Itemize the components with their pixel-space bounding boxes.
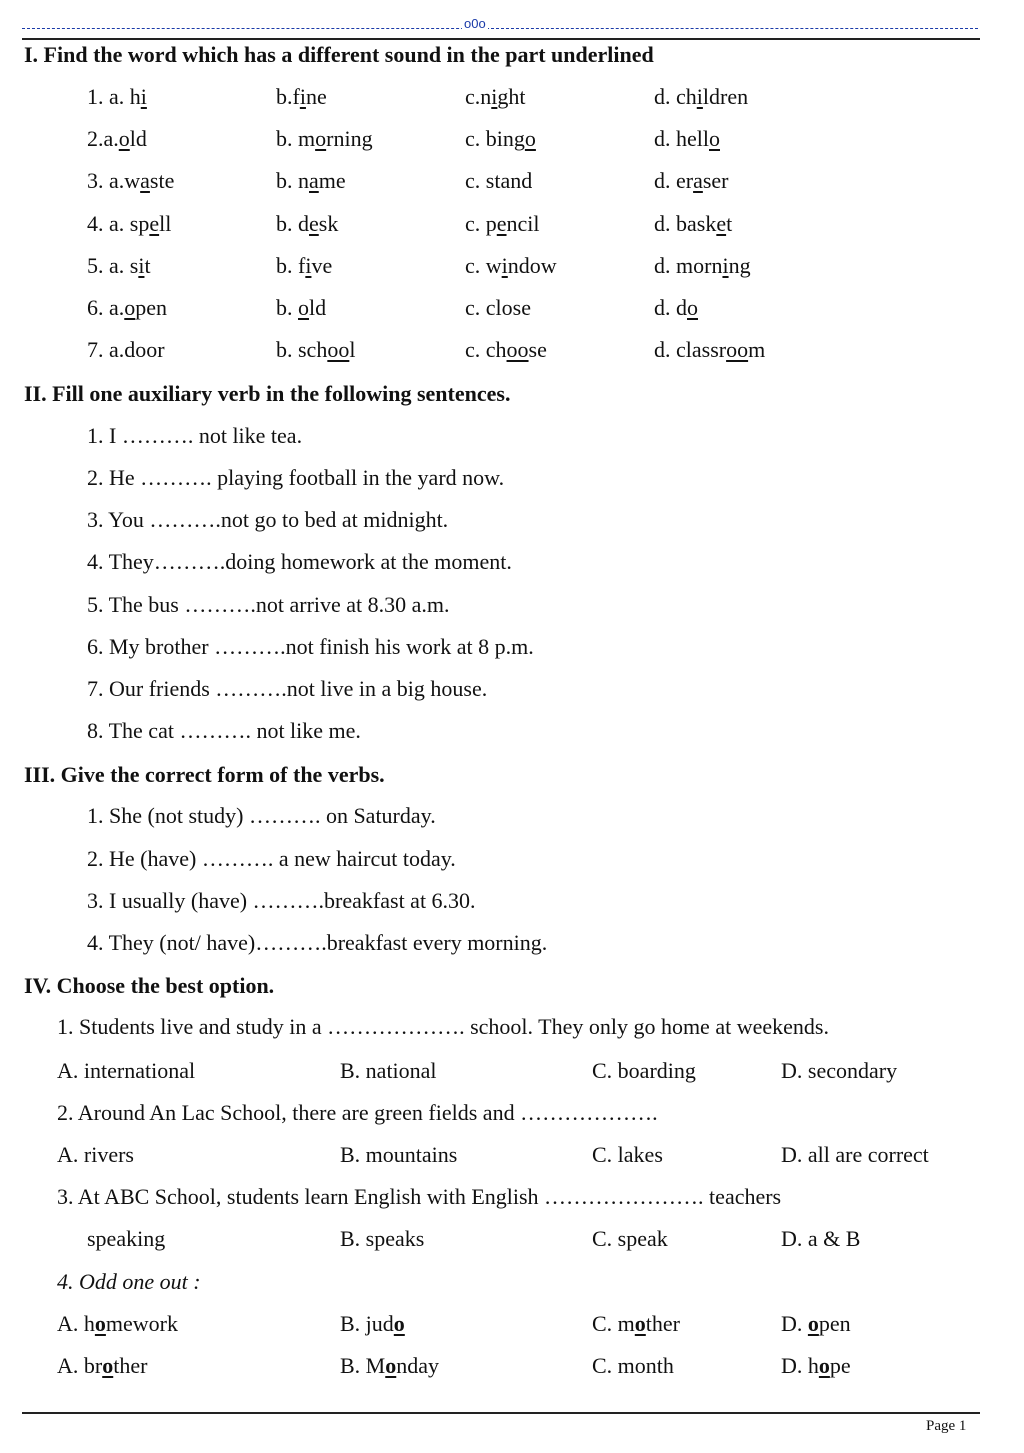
sec4-q4-row1-option-d	[781, 1311, 851, 1337]
sec1-row-7-option-b	[276, 337, 355, 363]
sec4-q3-option-b: B. speaks	[340, 1226, 425, 1251]
sec4-q4-row1-option-c-text-end: ther	[645, 1311, 680, 1336]
sec4-q1-option-a: A. international	[57, 1058, 196, 1083]
sec3-item-1: 1. She (not study) ………. on Saturday.	[87, 803, 436, 828]
sec1-row-4-option-c-text: c. p	[465, 211, 497, 236]
sec2-item-2: 2. He ………. playing football in the yard now.	[87, 465, 505, 490]
sec1-row-4-option-b-underlined-part: e	[309, 211, 319, 236]
sec1-row-3-option-b	[276, 168, 346, 194]
sec1-row-4-option-d-underlined-part: e	[716, 211, 727, 236]
sec4-q3-option-c: C. speak	[592, 1226, 668, 1251]
sec1-row-3-option-a-underlined-part: a	[140, 168, 150, 193]
sec4-q4-row1-option-d-text-end: pen	[818, 1311, 851, 1336]
sec4-q4-row2-option-a-underlined-part: o	[102, 1353, 114, 1378]
sec4-q4-row1-option-b	[340, 1311, 405, 1337]
sec2-item-1: 1. I ………. not like tea.	[87, 423, 303, 448]
sec1-row-5-option-a-underlined-part: i	[138, 253, 145, 278]
sec4-q4-row1-option-c-text: C. m	[592, 1311, 635, 1336]
sec4-q4-row2-option-d-text: D. h	[781, 1353, 819, 1378]
sec4-q4-row1-option-c-underlined-part: o	[634, 1311, 646, 1336]
sec1-row-6-option-d-underlined-part: o	[687, 295, 698, 320]
sec1-row-1-option-a-underlined-part: i	[140, 84, 147, 109]
sec4-q4-row1-option-a-text-end: mework	[105, 1311, 178, 1336]
sec4-q4-row2-option-b-underlined-part: o	[385, 1353, 397, 1378]
sec2-item-3: 3. You ……….not go to bed at midnight.	[87, 507, 449, 532]
sec3-item-3: 3. I usually (have) ……….breakfast at 6.30.	[87, 888, 476, 913]
sec4-q4-row2-option-a-text: A. br	[57, 1353, 103, 1378]
sec1-row-7-option-a-text: 7. a.door	[87, 337, 165, 362]
sec1-row-1-option-b-text-end: ne	[305, 84, 327, 109]
sec1-row-2-option-a	[87, 126, 147, 152]
sec1-row-5-option-b	[276, 253, 332, 279]
sec1-row-2-option-a-text: 2.a.	[87, 126, 119, 151]
sec1-row-7-option-d	[654, 337, 765, 363]
sec1-row-5-option-d-underlined-part: i	[722, 253, 729, 278]
sec1-row-7-option-b-text: b. sch	[276, 337, 328, 362]
sec1-row-3-option-b-text-end: me	[318, 168, 346, 193]
sec1-row-1-option-c-underlined-part: i	[491, 84, 498, 109]
sec1-row-3-option-d	[654, 168, 729, 194]
sec1-row-2-option-c	[465, 126, 536, 152]
sec1-row-4-option-d-text: d. bask	[654, 211, 717, 236]
sec4-q4-row2-option-d	[781, 1353, 851, 1379]
sec1-row-3-option-d-underlined-part: a	[693, 168, 703, 193]
sec4-q4-row2-option-b	[340, 1353, 439, 1379]
sec4-q3-text: 3. At ABC School, students learn English with English …………………. teachers	[57, 1184, 782, 1209]
sec1-row-4-option-b-text: b. d	[276, 211, 309, 236]
sec1-row-3-option-a	[87, 168, 174, 194]
sec1-row-4-option-d	[654, 211, 732, 237]
sec4-q4-row1-option-c	[592, 1311, 680, 1337]
sec4-q1-option-c: C. boarding	[592, 1058, 696, 1083]
sec1-row-6-option-b-text-end: ld	[309, 295, 327, 320]
sec1-row-4-option-b	[276, 211, 338, 237]
section-4-title: IV. Choose the best option.	[24, 973, 275, 998]
sec1-row-5-option-b-text: b. f	[276, 253, 306, 278]
sec4-q2-option-a: A. rivers	[57, 1142, 134, 1167]
sec4-q4-row2-option-d-text-end: pe	[829, 1353, 851, 1378]
sec1-row-7-option-c	[465, 337, 547, 363]
sec1-row-2-option-b	[276, 126, 373, 152]
sec4-q4-row2-option-b-text: B. M	[340, 1353, 386, 1378]
sec3-item-4: 4. They (not/ have)……….breakfast every morning.	[87, 930, 548, 955]
sec1-row-6-option-a	[87, 295, 167, 321]
sec4-q4-row2-option-c-text: C. month	[592, 1353, 674, 1378]
sec1-row-1-option-d-text-end: ldren	[702, 84, 749, 109]
sec1-row-6-option-d-text: d. d	[654, 295, 687, 320]
sec1-row-2-option-c-text: c. bing	[465, 126, 525, 151]
sec1-row-5-option-c-underlined-part: i	[501, 253, 508, 278]
sec1-row-4-option-b-text-end: sk	[318, 211, 339, 236]
sec1-row-1-option-d	[654, 84, 748, 110]
sec2-item-6: 6. My brother ……….not finish his work at 8 p.m.	[87, 634, 534, 659]
sec1-row-6-option-b-underlined-part: o	[298, 295, 309, 320]
sec1-row-2-option-b-underlined-part: o	[315, 126, 327, 151]
sec4-q1-text: 1. Students live and study in a ………………. school. They only go home at weekends.	[57, 1014, 829, 1039]
sec4-q3-option-a: speaking	[87, 1226, 166, 1251]
sec1-row-6-option-a-text: 6. a.	[87, 295, 125, 320]
sec1-row-6-option-b	[276, 295, 326, 321]
sec1-row-4-option-a-text: 4. a. sp	[87, 211, 150, 236]
sec1-row-7-option-c-text-end: se	[528, 337, 547, 362]
sec1-row-1-option-b-underlined-part: i	[299, 84, 306, 109]
sec1-row-2-option-d-text: d. hell	[654, 126, 709, 151]
sec1-row-6-option-c-text: c. close	[465, 295, 531, 320]
sec1-row-7-option-c-text: c. ch	[465, 337, 507, 362]
sec1-row-5-option-d	[654, 253, 751, 279]
sec1-row-1-option-b-text: b.f	[276, 84, 300, 109]
sec1-row-4-option-a	[87, 211, 171, 237]
sec1-row-7-option-a	[87, 337, 165, 363]
sec1-row-1-option-a-text: 1. a. h	[87, 84, 141, 109]
sec4-q2-option-b: B. mountains	[340, 1142, 458, 1167]
header-ornament: o0o	[464, 16, 486, 31]
sec1-row-6-option-c	[465, 295, 531, 321]
page-number: Page 1	[926, 1418, 967, 1434]
sec2-item-7: 7. Our friends ……….not live in a big house.	[87, 676, 488, 701]
sec4-q1-option-d: D. secondary	[781, 1058, 898, 1083]
sec4-q2-option-c: C. lakes	[592, 1142, 663, 1167]
sec4-q4-text: 4. Odd one out :	[57, 1269, 201, 1294]
sec1-row-3-option-b-underlined-part: a	[309, 168, 319, 193]
sec1-row-5-option-a	[87, 253, 151, 279]
sec2-item-8: 8. The cat ………. not like me.	[87, 718, 361, 743]
section-3-title: III. Give the correct form of the verbs.	[24, 762, 385, 787]
sec1-row-2-option-a-text-end: ld	[129, 126, 147, 151]
sec1-row-3-option-c-text: c. stand	[465, 168, 533, 193]
sec2-item-4: 4. They……….doing homework at the moment.	[87, 549, 512, 574]
sec1-row-7-option-d-underlined-part: oo	[726, 337, 749, 362]
sec4-q4-row2-option-a	[57, 1353, 147, 1379]
sec1-row-5-option-b-underlined-part: i	[305, 253, 312, 278]
sec1-row-2-option-b-text: b. m	[276, 126, 316, 151]
sec4-q4-row1-option-a	[57, 1311, 178, 1337]
sec4-q2-text: 2. Around An Lac School, there are green fields and ……………….	[57, 1100, 658, 1125]
sec4-q3-option-d: D. a & B	[781, 1226, 861, 1251]
sec1-row-5-option-c	[465, 253, 557, 279]
sec4-q4-row1-option-b-text: B. jud	[340, 1311, 394, 1336]
sec1-row-7-option-b-underlined-part: oo	[327, 337, 350, 362]
sec1-row-3-option-a-text: 3. a.w	[87, 168, 141, 193]
sec1-row-6-option-a-text-end: pen	[135, 295, 168, 320]
sec1-row-3-option-d-text: d. er	[654, 168, 694, 193]
sec1-row-7-option-b-text-end: l	[349, 337, 356, 362]
sec4-q4-row1-option-d-underlined-part: o	[807, 1311, 819, 1336]
sec4-q4-row1-option-d-text: D.	[781, 1311, 808, 1336]
sec1-row-4-option-c	[465, 211, 540, 237]
header-dotted-line	[22, 28, 978, 29]
section-1-title: I. Find the word which has a different sound in the part underlined	[24, 42, 654, 67]
header-rule	[22, 38, 980, 40]
sec1-row-2-option-d-underlined-part: o	[709, 126, 720, 151]
sec4-q4-row2-option-b-text-end: nday	[396, 1353, 440, 1378]
sec4-q4-row2-option-d-underlined-part: o	[818, 1353, 830, 1378]
sec4-q4-row1-option-a-text: A. h	[57, 1311, 95, 1336]
sec1-row-1-option-d-text: d. ch	[654, 84, 697, 109]
sec1-row-4-option-c-text-end: ncil	[506, 211, 540, 236]
sec1-row-2-option-a-underlined-part: o	[118, 126, 130, 151]
sec1-row-5-option-a-text: 5. a. s	[87, 253, 139, 278]
sec1-row-1-option-b	[276, 84, 327, 110]
sec1-row-5-option-c-text: c. w	[465, 253, 502, 278]
sec1-row-7-option-d-text: d. classr	[654, 337, 727, 362]
sec1-row-5-option-d-text-end: ng	[728, 253, 751, 278]
sec1-row-5-option-b-text-end: ve	[311, 253, 333, 278]
sec1-row-3-option-b-text: b. n	[276, 168, 309, 193]
footer-rule	[22, 1412, 980, 1414]
sec4-q4-row2-option-a-text-end: ther	[113, 1353, 148, 1378]
sec1-row-1-option-c	[465, 84, 526, 110]
sec1-row-6-option-d	[654, 295, 698, 321]
sec4-q1-option-b: B. national	[340, 1058, 437, 1083]
sec1-row-5-option-a-text-end: t	[144, 253, 151, 278]
sec1-row-4-option-a-text-end: ll	[159, 211, 172, 236]
sec4-q2-option-d: D. all are correct	[781, 1142, 929, 1167]
sec4-q4-row2-option-c	[592, 1353, 674, 1379]
sec1-row-3-option-d-text-end: ser	[702, 168, 729, 193]
sec1-row-1-option-a	[87, 84, 147, 110]
sec4-q4-row1-option-b-underlined-part: o	[393, 1311, 405, 1336]
sec4-q4-row1-option-a-underlined-part: o	[94, 1311, 106, 1336]
section-2-title: II. Fill one auxiliary verb in the following sentences.	[24, 381, 511, 406]
sec1-row-5-option-c-text-end: ndow	[507, 253, 557, 278]
sec1-row-3-option-a-text-end: ste	[149, 168, 175, 193]
sec1-row-1-option-c-text-end: ght	[497, 84, 526, 109]
sec1-row-6-option-b-text: b.	[276, 295, 298, 320]
sec1-row-6-option-a-underlined-part: o	[124, 295, 136, 320]
sec1-row-7-option-c-underlined-part: oo	[506, 337, 529, 362]
sec1-row-7-option-d-text-end: m	[748, 337, 766, 362]
sec1-row-2-option-d	[654, 126, 720, 152]
sec1-row-2-option-b-text-end: rning	[326, 126, 373, 151]
sec1-row-5-option-d-text: d. morn	[654, 253, 723, 278]
sec1-row-4-option-d-text-end: t	[726, 211, 733, 236]
sec3-item-2: 2. He (have) ………. a new haircut today.	[87, 846, 456, 871]
sec1-row-4-option-a-underlined-part: e	[149, 211, 160, 236]
sec1-row-1-option-d-underlined-part: i	[696, 84, 703, 109]
sec1-row-3-option-c	[465, 168, 532, 194]
sec1-row-2-option-c-underlined-part: o	[524, 126, 536, 151]
sec2-item-5: 5. The bus ……….not arrive at 8.30 a.m.	[87, 592, 450, 617]
sec1-row-4-option-c-underlined-part: e	[496, 211, 507, 236]
sec1-row-1-option-c-text: c.n	[465, 84, 492, 109]
